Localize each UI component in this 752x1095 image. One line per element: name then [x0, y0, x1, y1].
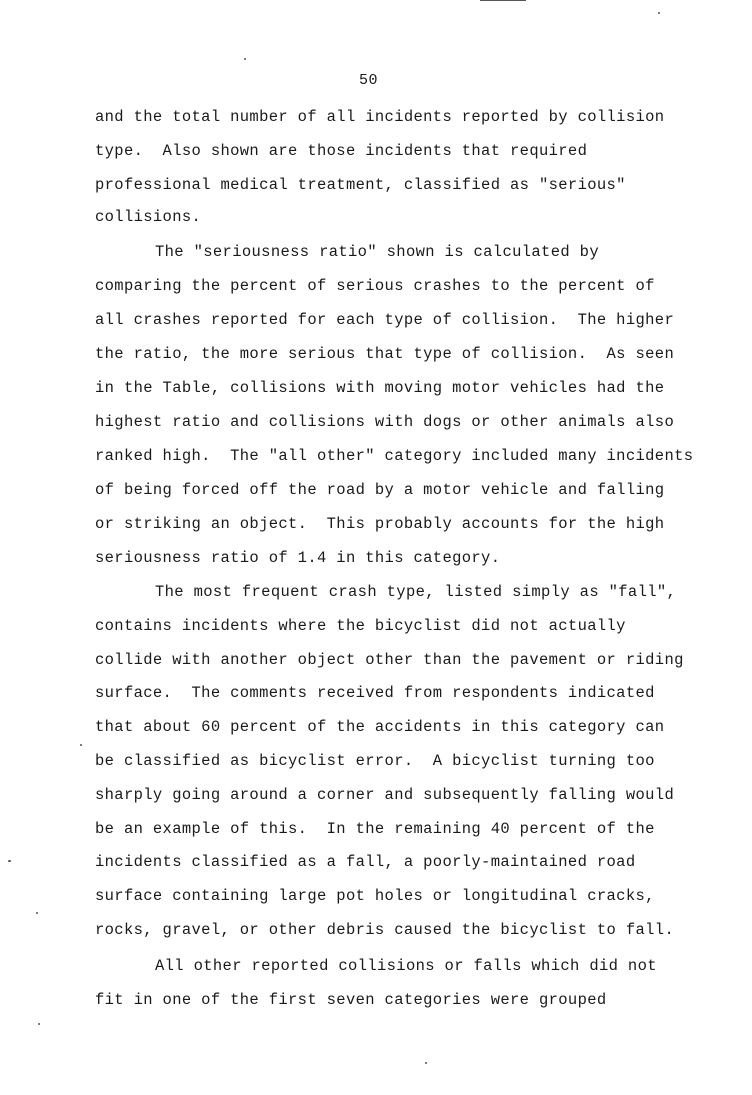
text-line: be an example of this. In the remaining 40 percent of the: [95, 820, 655, 838]
text-line: comparing the percent of serious crashes to the percent of: [95, 277, 655, 295]
text-line: rocks, gravel, or other debris caused the bicyclist to fall.: [95, 921, 675, 939]
scan-speck: [244, 58, 246, 60]
scan-speck: [480, 0, 526, 1]
text-line: fit in one of the first seven categories were grouped: [95, 991, 607, 1009]
scan-speck: [36, 912, 38, 914]
text-line: in the Table, collisions with moving motor vehicles had the: [95, 379, 665, 397]
scan-speck: [8, 860, 11, 862]
text-line: and the total number of all incidents reported by collision: [95, 108, 665, 126]
scan-speck: [658, 12, 660, 14]
text-line: be classified as bicyclist error. A bicyclist turning too: [95, 752, 655, 770]
text-line: of being forced off the road by a motor vehicle and falling: [95, 481, 665, 499]
text-line: sharply going around a corner and subsequently falling would: [95, 786, 675, 804]
scan-speck: [80, 744, 82, 746]
text-line: the ratio, the more serious that type of collision. As seen: [95, 345, 675, 363]
text-line: contains incidents where the bicyclist did not actually: [95, 617, 626, 635]
text-line: collisions.: [95, 208, 202, 226]
text-line: all crashes reported for each type of collision. The higher: [95, 311, 675, 329]
scan-speck: [425, 1062, 427, 1064]
text-line: incidents classified as a fall, a poorly-maintained road: [95, 853, 636, 871]
paragraph-start-line: The most frequent crash type, listed simply as "fall",: [155, 583, 677, 601]
text-line: collide with another object other than the pavement or riding: [95, 651, 684, 669]
page-number: 50: [359, 72, 379, 89]
text-line: surface. The comments received from respondents indicated: [95, 684, 655, 702]
text-line: professional medical treatment, classified as "serious": [95, 176, 626, 194]
text-line: seriousness ratio of 1.4 in this category.: [95, 549, 501, 567]
paragraph-start-line: All other reported collisions or falls which did not: [155, 957, 657, 975]
text-line: highest ratio and collisions with dogs or other animals also: [95, 413, 675, 431]
text-line: that about 60 percent of the accidents in this category can: [95, 718, 665, 736]
scan-speck: [38, 1023, 40, 1025]
text-line: ranked high. The "all other" category included many incidents: [95, 447, 694, 465]
paragraph-start-line: The "seriousness ratio" shown is calculated by: [155, 243, 599, 261]
text-line: or striking an object. This probably accounts for the high: [95, 515, 665, 533]
text-line: surface containing large pot holes or longitudinal cracks,: [95, 887, 655, 905]
text-line: type. Also shown are those incidents that required: [95, 142, 588, 160]
